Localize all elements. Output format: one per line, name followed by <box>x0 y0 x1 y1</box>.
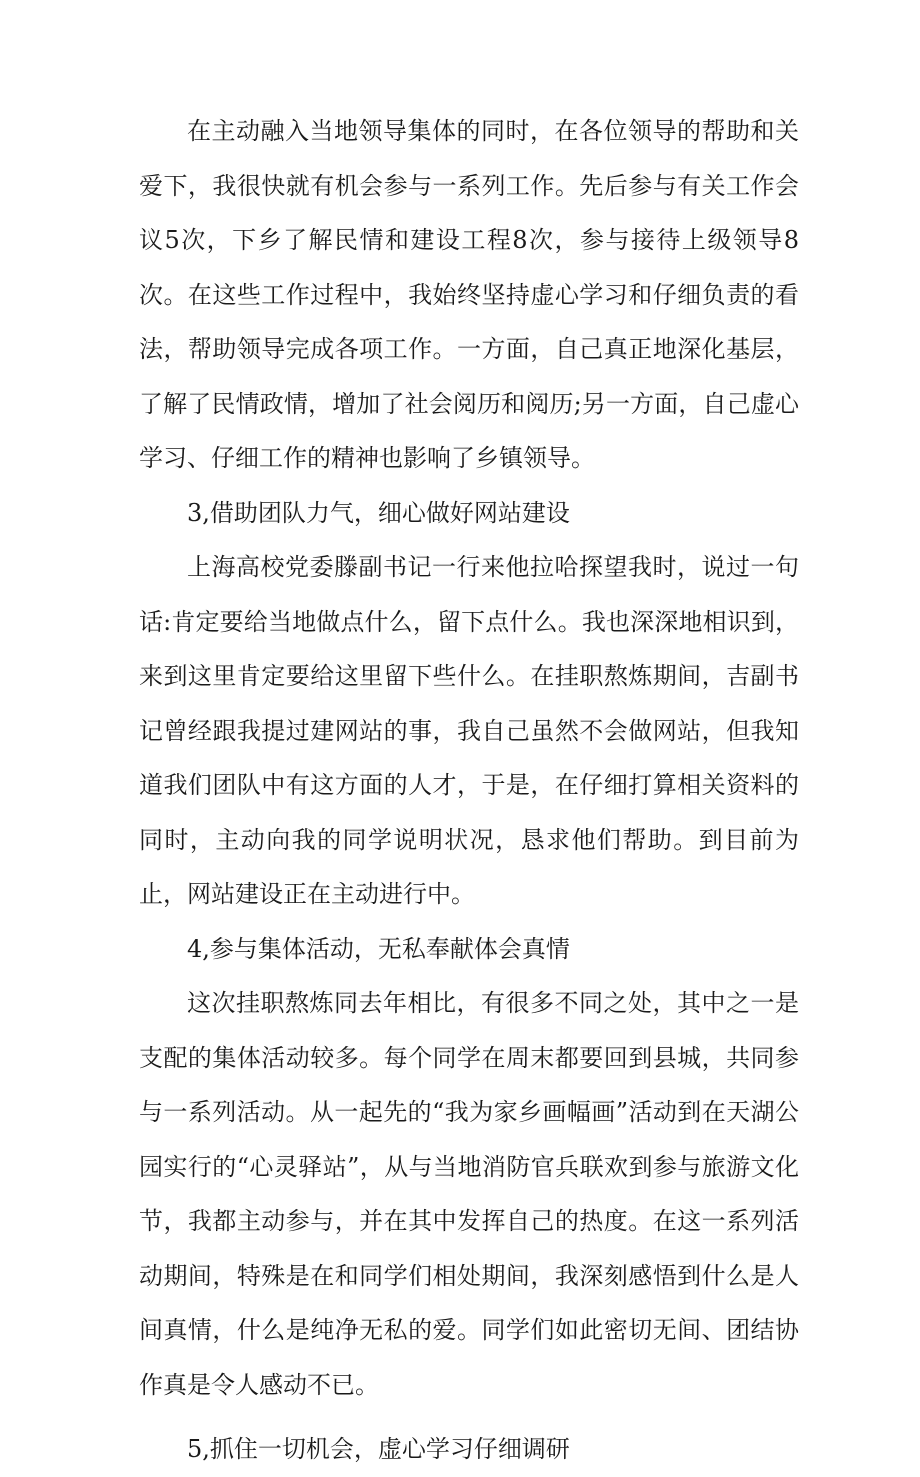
paragraph-website-building: 上海高校党委滕副书记一行来他拉哈探望我时，说过一句话:肯定要给当地做点什么，留下点什么。我也深深地相识到，来到这里肯定要给这里留下些什么。在挂职熬炼期间，吉副书记曾经跟我提过建网站的事，我自己虽然不会做网站，但我知道我们团队中有这方面的人才，于是，在仔细打算相关资料的同时，主动向我的同学说明状况，恳求他们帮助。到目前为止，网站建设正在主动进行中。 <box>139 553 799 908</box>
section-heading-group-activities: 4,参与集体活动，无私奉献体会真情 <box>187 934 570 963</box>
document-body <box>139 104 799 1477</box>
section-heading-website: 3,借助团队力气，细心做好网站建设 <box>187 498 570 527</box>
paragraph-group-activities: 这次挂职熬炼同去年相比，有很多不同之处，其中之一是支配的集体活动较多。每个同学在周末都要回到县城，共同参与一系列活动。从一起先的“我为家乡画幅画”活动到在天湖公园实行的“心灵驿站”，从与当地消防官兵联欢到参与旅游文化节，我都主动参与，并在其中发挥自己的热度。在这一系列活动期间，特殊是在和同学们相处期间，我深刻感悟到什么是人间真情，什么是纯净无私的爱。同学们如此密切无间、团结协作真是令人感动不已。 <box>139 989 799 1399</box>
paragraph-work-participation: 在主动融入当地领导集体的同时，在各位领导的帮助和关爱下，我很快就有机会参与一系列工作。先后参与有关工作会议5次，下乡了解民情和建设工程8次，参与接待上级领导8次。在这些工作过程中，我始终坚持虚心学习和仔细负责的看法，帮助领导完成各项工作。一方面，自己真正地深化基层，了解了民情政情，增加了社会阅历和阅历;另一方面，自己虚心学习、仔细工作的精神也影响了乡镇领导。 <box>139 117 799 472</box>
section-heading-learning-research: 5,抓住一切机会，虚心学习仔细调研 <box>187 1435 570 1463</box>
